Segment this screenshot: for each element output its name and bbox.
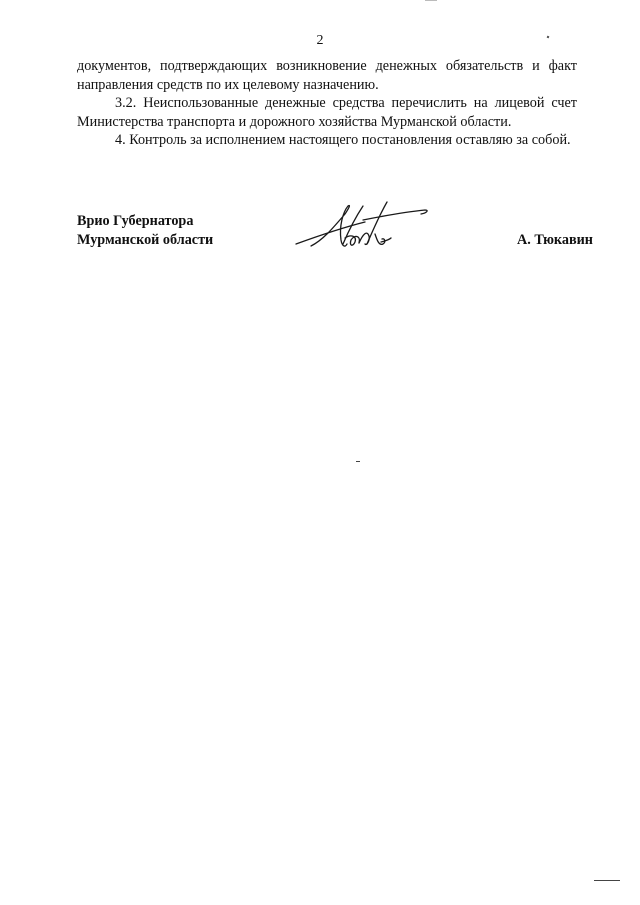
signer-name: А. Тюкавин — [516, 232, 593, 248]
signer-position — [77, 212, 213, 250]
paragraph-item-3-2: 3.2. Неиспользованные денежные средства перечислить на лицевой счет Министерства транспорта и дорожного хозяйства Мурманской области. — [77, 95, 577, 130]
signer-position-line-2: Мурманской области — [77, 232, 214, 248]
scan-artifact — [425, 0, 437, 1]
handwritten-signature — [293, 200, 433, 262]
document-body — [77, 57, 577, 150]
paragraph-continuation: документов, подтверждающих возникновение денежных обязательств и факт направления средств по их целевому назначению. — [77, 58, 577, 93]
scan-artifact — [594, 880, 620, 881]
scan-artifact — [356, 461, 360, 462]
page-number: 2 — [316, 33, 324, 48]
signer-position-line-1: Врио Губернатора — [77, 213, 194, 229]
paragraph-item-4: 4. Контроль за исполнением настоящего постановления оставляю за собой. — [115, 132, 571, 149]
